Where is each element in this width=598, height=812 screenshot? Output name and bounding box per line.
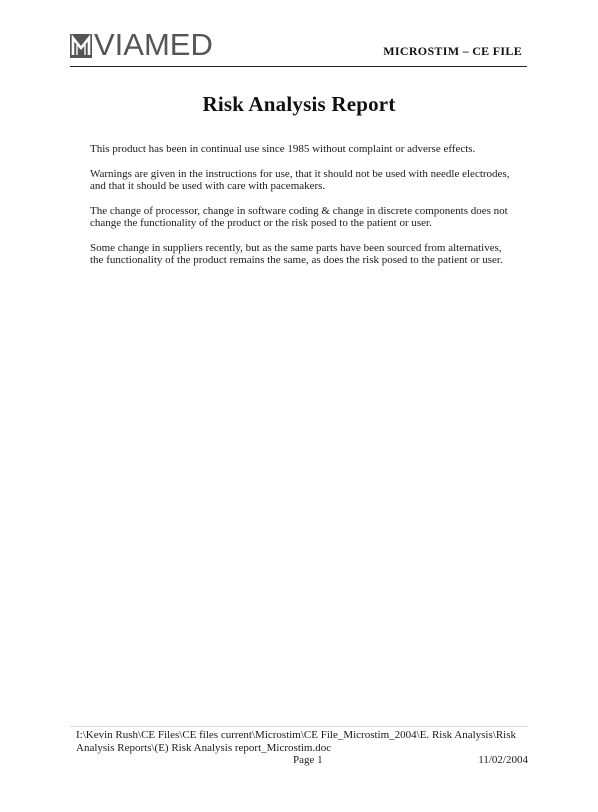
footer-divider [70, 726, 528, 727]
report-body [90, 143, 510, 279]
footer-file-path: I:\Kevin Rush\CE Files\CE files current\Microstim\CE File_Microstim_2004\E. Risk Analysis\Risk Analysis Reports\(E) Risk Analysis report_Microstim.doc [76, 729, 516, 754]
document-label: MICROSTIM – CE FILE [383, 44, 522, 58]
header-divider [70, 66, 527, 67]
paragraph-history: This product has been in continual use since 1985 without complaint or adverse effects. [90, 143, 476, 155]
page-title: Risk Analysis Report [202, 92, 396, 116]
footer-meta-row [70, 754, 528, 768]
viamed-logo [70, 27, 213, 62]
logo-text: VIAMED [94, 27, 213, 62]
footer-date: 11/02/2004 [478, 754, 528, 766]
paragraph-supplier-change: Some change in suppliers recently, but as the same parts have been sourced from alternatives, the functionality of the product remains the same, as does the risk posed to the patient or user. [90, 241, 503, 266]
page-footer [70, 729, 528, 768]
paragraph-processor-change: The change of processor, change in software coding & change in discrete components does not change the functionality of the product or the risk posed to the patient or user. [90, 204, 508, 229]
paragraph-warnings: Warnings are given in the instructions for use, that it should not be used with needle electrodes, and that it should be used with care with pacemakers. [90, 167, 510, 192]
footer-page-number: Page 1 [293, 754, 323, 766]
